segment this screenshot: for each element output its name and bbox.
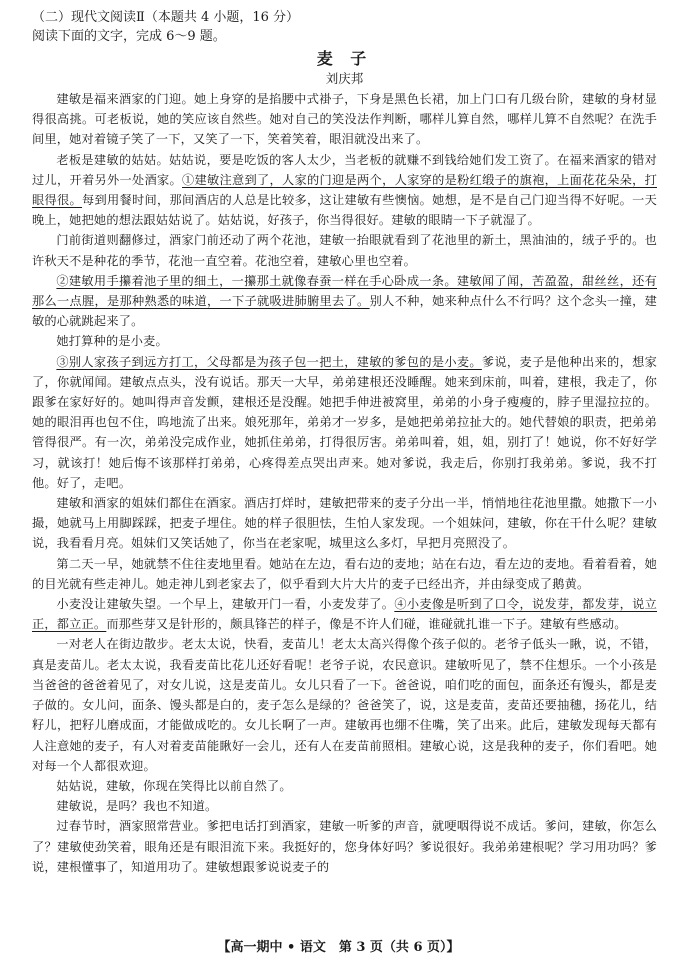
paragraph-11: 姑姑说，建敏，你现在笑得比以前自然了。 xyxy=(56,778,292,793)
underlined-sentence-1: ①建敏注意到了，人家的门迎是两个，人家穿的是粉红缎子的旗袍，上面花花朵朵，打眼得很。 xyxy=(32,172,657,208)
paragraph-3: 门前街道则翻修过，酒家门前还动了两个花池，建敏一抬眼就看到了花池里的新土，黑油油的，绒子乎的。也许秋天不是种花的季节，花池一直空着。花池空着，建敏心里也空着。 xyxy=(32,233,657,268)
paragraph-9-text-b: 而那些芽又是针形的，颇具锋芒的样子，像是不许人们碰，谁碰就扎谁一下子。建敏有些感动。 xyxy=(106,617,627,632)
paragraph-2-text-a: 老板是建敏的姑姑。姑姑说，要是吃饭的客人太少，当老板的就赚不到钱给她们发工资了。在福来酒家的错对过儿，开着另外一处酒家。 xyxy=(32,152,657,187)
paragraph-5: 她打算种的是小麦。 xyxy=(56,334,168,349)
underlined-sentence-4: ④小麦像是听到了口令，说发芽，都发芽，说立正，都立正。 xyxy=(32,597,658,632)
paragraph-6-text-b: 爹说，麦子是他种出来的，想家了，你就闻闻。建敏点点头，没有说话。那天一大早，弟弟建根还没睡醒。她来到床前，叫着，建根，我走了，你跟爹在家好好的。她叫得声音发颤，建根还是没醒。她把手伸进被窝里，弟弟的小身子瘦瘦的，脖子里湿拉拉的。她的眼泪再也包不住，呜地流了出来。娘死那年，弟弟才一岁多，是她把弟弟拉扯大的。她代替娘的职责，把弟弟管得很严。有一次，弟弟没完成作业，她抓住弟弟，打得很厉害。弟弟叫着，姐，姐，别打了！她说，你不好好学习，就该打！她后悔不该那样打弟弟，心疼得差点哭出声来。她对爹说，我走后，你别打我弟弟。爹说，我不打他。好了，走吧。 xyxy=(32,354,657,490)
paragraph-12: 建敏说，是吗？我也不知道。 xyxy=(56,799,218,814)
paragraph-4-text-b: 别人不种，她来种点什么不行吗？这个念头一撞，建敏的心就跳起来了。 xyxy=(32,294,657,329)
paragraph-2 xyxy=(32,150,657,231)
paragraph-9-text-a: 小麦没让建敏失望。一个早上，建敏开门一看，小麦发芽了。 xyxy=(56,597,395,612)
paragraph-7: 建敏和酒家的姐妹们都住在酒家。酒店打烊时，建敏把带来的麦子分出一半，悄悄地往花池里撒。她撒下一小撮，她就马上用脚踩踩，把麦子埋住。她的样子很胆怯，生怕人家发现。一个姐妹问，建敏，你在干什么呢？建敏说，我看看月亮。姐妹们又笑话她了，你当在老家呢，城里这么多灯，早把月亮照没了。 xyxy=(32,496,657,551)
instruction-text: 阅读下面的文字，完成 6～9 题。 xyxy=(32,29,226,44)
underlined-sentence-2: ②建敏用手攥着池子里的细土，一攥那土就像春蚕一样在手心卧成一条。建敏闻了闻，苦盈盈，甜丝丝，还有那么一点腥，是那种熟悉的味道，一下子就吸进肺腑里去了。 xyxy=(32,273,657,309)
underlined-sentence-3: ③别人家孩子到远方打工，父母都是为孩子包一把土，建敏的爹包的是小麦。 xyxy=(56,354,482,369)
paragraph-10: 一对老人在街边散步。老太太说，快看，麦苗儿！老太太高兴得像个孩子似的。老爷子低头一瞅，说，不错，真是麦苗儿。老太太说，我看麦苗比花儿还好看呢！老爷子说，农民意识。建敏听见了，禁不住想乐。一个小孩是当爸爸的爸爸着见了，对女儿说，这是麦苗儿。女儿只看了一下。爸爸说，咱们吃的面包，面条还有馒头，都是麦子做的。女儿问，面条、馒头都是白的，麦子怎么是绿的？爸爸笑了，说，这是麦苗，麦苗还要抽穗，扬花儿，结籽儿，把籽儿磨成面，才能做成吃的。女儿长啊了一声。建敏再也绷不住嘴，笑了出来。此后，建敏发现每天都有人注意她的麦子，有人对着麦苗能瞅好一会儿，还有人在麦苗前照相。建敏心说，这是我种的麦子，你们看吧。她对每一个人都很欢迎。 xyxy=(32,637,657,773)
paragraph-4 xyxy=(32,271,657,332)
paragraph-2-text-b: 每到用餐时间，那间酒店的人总是比较多，这让建敏有些懊恼。她想，是不是自己门迎当得不好呢。一天晚上，她把她的想法跟姑姑说了。姑姑说，好孩子，你当得很好。建敏的眼睛一下子就湿了。 xyxy=(32,193,657,228)
paragraph-6 xyxy=(32,352,657,493)
paragraph-8: 第二天一早，她就禁不住往麦地里看。她站在左边，看右边的麦地；站在右边，看左边的麦地。看着看着，她的目光就有些走神儿。她走神儿到老家去了，似乎看到大片大片的麦子已经出齐，并由绿变成了鹅黄。 xyxy=(32,556,657,591)
paragraph-9 xyxy=(32,594,657,634)
article-body xyxy=(32,89,657,877)
paragraph-1: 建敏是福来酒家的门迎。她上身穿的是掐腰中式褂子，下身是黑色长裙，加上门口有几级台阶，建敏的身材显得很高挑。可老板说，她的笑应该自然些。她对自己的笑没法作判断，哪样儿算自然，哪样儿算不自然呢？在洗手间里，她对着镜子笑了一下，又笑了一下，笑着笑着，眼泪就没出来了。 xyxy=(32,92,657,147)
page-footer: 【高一期中 • 语文 第 3 页（共 6 页）】 xyxy=(217,940,460,955)
article-title: 麦 子 xyxy=(316,49,373,68)
paragraph-13: 过春节时，酒家照常营业。爹把电话打到酒家，建敏一听爹的声音，就哽咽得说不成话。爹问，建敏，你怎么了？建敏使劲笑着，眼角还是有眼泪流下来。我挺好的，您身体好吗？爹说很好。我弟弟建根呢？学习用功吗？爹说，建根懂事了，知道用功了。建敏想跟爹说说麦子的 xyxy=(32,819,657,874)
section-heading: （二）现代文阅读Ⅱ（本题共 4 小题，16 分） xyxy=(32,10,300,25)
article-author: 刘庆邦 xyxy=(325,71,364,86)
